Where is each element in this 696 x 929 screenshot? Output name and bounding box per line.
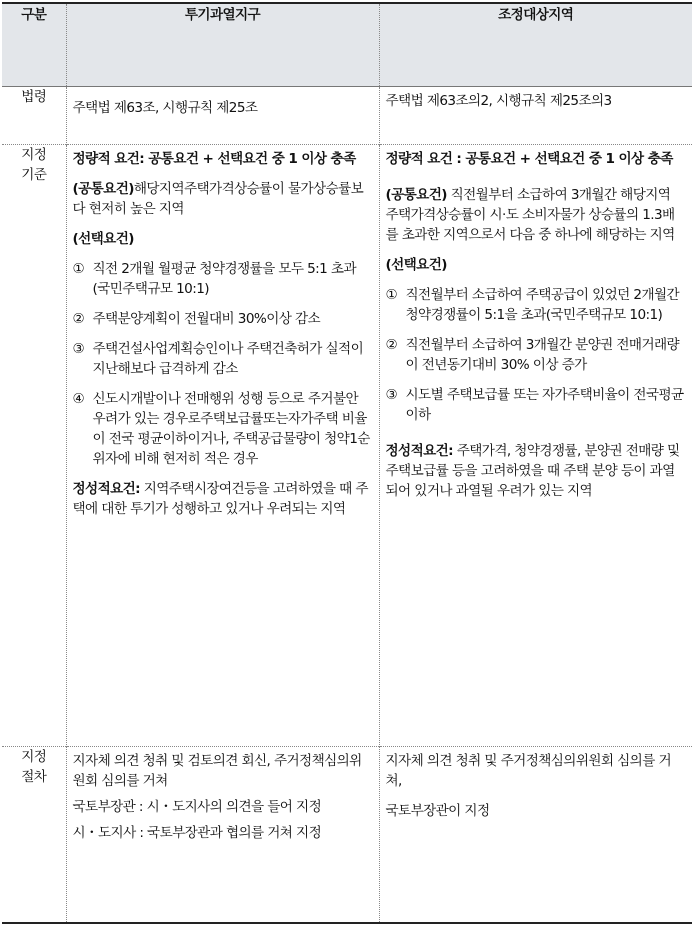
header-row: [2, 3, 692, 87]
procedure-left: 지자체 의견 청취 및 검토의견 회신, 주거정책심의위원회 심의를 거쳐 국토부장관 : 시・도지사의 의견을 들어 지정 시・도지사 : 국토부장관과 협의를 거쳐 지정: [66, 747, 379, 924]
law-left: 주택법 제63조, 시행규칙 제25조: [66, 87, 379, 145]
criteria-right: [379, 145, 692, 747]
list-item: ① 직전월부터 소급하여 주택공급이 있었던 2개월간 청약경쟁률이 5:1을 초과(국민주택규모 10:1): [385, 287, 680, 323]
criteria-left: [66, 145, 379, 747]
common-requirement: (공통요건) 직전월부터 소급하여 3개월간 해당지역 주택가격상승률이 시·도 소비자물가 상승률의 1.3배를 초과한 지역으로서 다음 중 하나에 해당하는 지역: [385, 187, 675, 243]
quant-title: 정량적 요건: 공통요건 + 선택요건 중 1 이상 충족: [72, 151, 356, 167]
header-adjustment-zone: 조정대상지역: [379, 3, 692, 87]
criteria-row: [2, 145, 692, 747]
list-item: ② 주택분양계획이 전월대비 30%이상 감소: [72, 311, 321, 327]
header-speculation-zone: 투기과열지구: [66, 3, 379, 87]
qualitative-requirement: 정성적요건: 지역주택시장여건등을 고려하였을 때 주택에 대한 투기가 성행하고 있거나 우려되는 지역: [72, 481, 368, 517]
list-item: ① 직전 2개월 월평균 청약경쟁률을 모두 5:1 초과(국민주택규모 10:1): [72, 261, 356, 297]
header-category: 구분: [2, 3, 66, 87]
qualitative-requirement: 정성적요건: 주택가격, 청약경쟁률, 분양권 전매량 및 주택보급률 등을 고려하였을 때 주택 분양 등이 과열되어 있거나 과열될 우려가 있는 지역: [385, 443, 680, 499]
comparison-table: [2, 2, 692, 924]
list-item: ④ 신도시개발이나 전매행위 성행 등으로 주거불안 우려가 있는 경우로주택보급률또는자가주택 비율이 전국 평균이하이거나, 주택공급물량이 청약1순위자에 비해 현저히 적은 경우: [72, 391, 370, 467]
list-item: ③ 시도별 주택보급률 또는 자가주택비율이 전국평균이하: [385, 387, 684, 423]
law-row: [2, 87, 692, 145]
law-label: 법령: [2, 87, 66, 145]
list-item: ③ 주택건설사업계획승인이나 주택건축허가 실적이 지난해보다 급격하게 감소: [72, 341, 364, 377]
common-requirement: (공통요건)해당지역주택가격상승률이 물가상승률보다 현저히 높은 지역: [72, 181, 364, 217]
procedure-right: 지자체 의견 청취 및 주거정책심의위원회 심의를 거쳐, 국토부장관이 지정: [379, 747, 692, 924]
procedure-row: [2, 747, 692, 924]
list-item: ② 직전월부터 소급하여 3개월간 분양권 전매거래량이 전년동기대비 30% 이상 증가: [385, 337, 680, 373]
quant-title: 정량적 요건 : 공통요건 + 선택요건 중 1 이상 충족: [385, 151, 673, 167]
law-right: 주택법 제63조의2, 시행규칙 제25조의3: [379, 87, 692, 145]
select-label: (선택요건): [385, 257, 447, 273]
procedure-label: 지정 절차: [2, 747, 66, 924]
select-label: (선택요건): [72, 231, 134, 247]
criteria-label: 지정 기준: [2, 145, 66, 747]
